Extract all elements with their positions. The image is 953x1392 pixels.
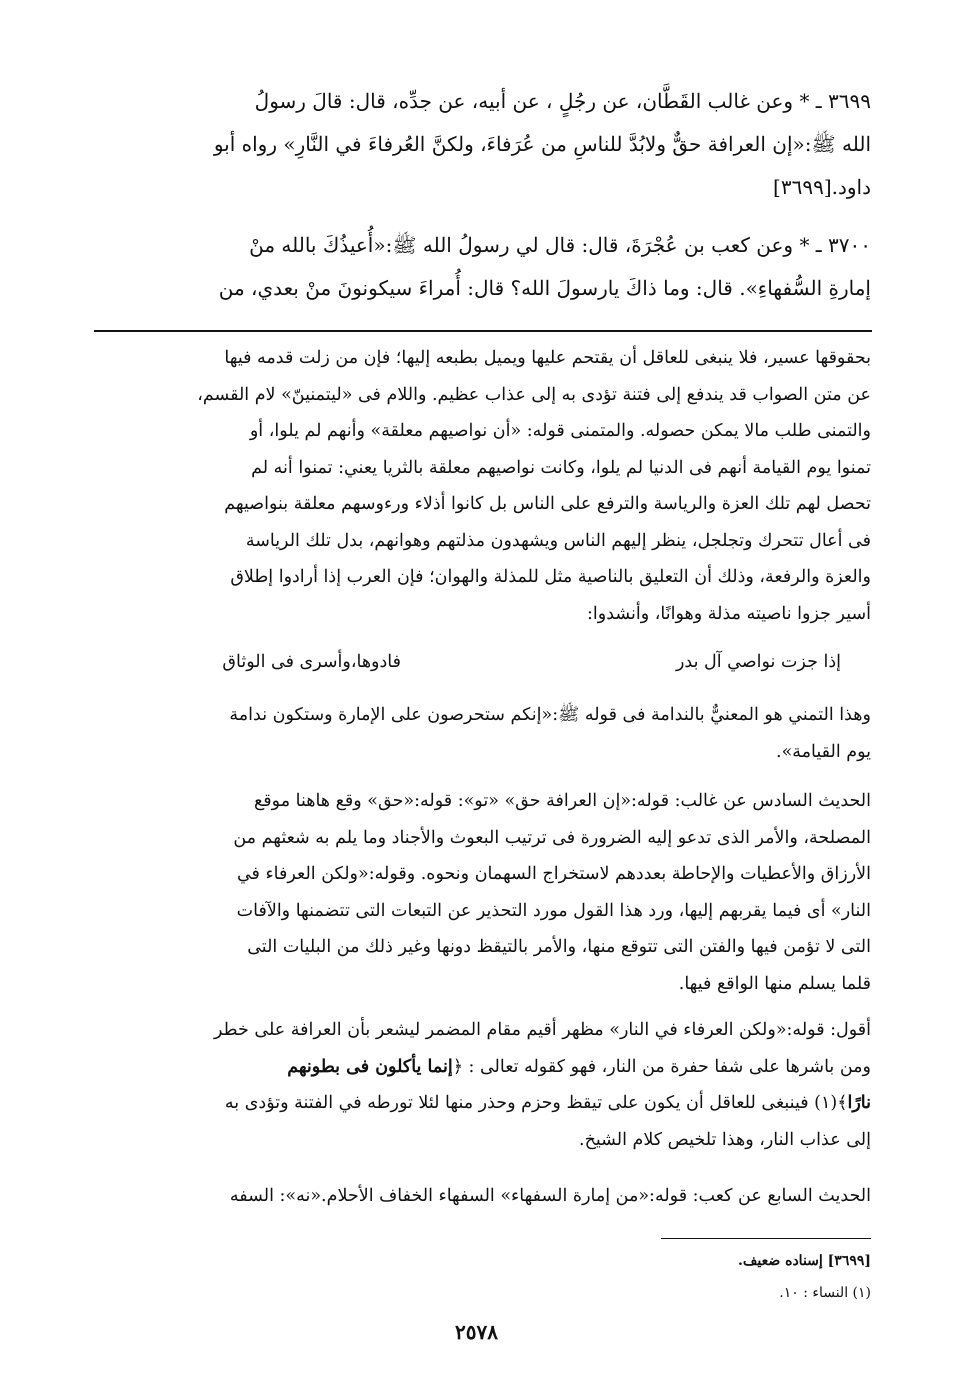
text-line: بحقوقها عسير، فلا ينبغى للعاقل أن يقتحم عليها ويميل بطبعه إليها؛ فإن من زلت قدمه فيها <box>224 348 871 368</box>
commentary-paragraph <box>81 697 871 770</box>
text-line: داود.[٣٦٩٩] <box>773 175 871 199</box>
text-line: قلما يسلم منها الواقع فيها. <box>678 973 871 994</box>
text-line: عن متن الصواب قد يندفع إلى فتنة تؤدى به إلى عذاب عظيم. واللام فى «ليتمنينّ» لام القسم، <box>197 384 871 405</box>
text-segment: ومن باشرها على شفا حفرة من النار، فهو كقوله تعالى : ﴿ <box>452 1056 871 1077</box>
text-line: ٣٧٠٠ ـ * وعن كعب بن عُجْرَةَ، قال: قال لي رسولُ الله ﷺ:«أُعيذُكَ بالله منْ <box>249 233 871 257</box>
page-number: ٢٥٧٨ <box>455 1320 498 1344</box>
text-line: وهذا التمني هو المعنيٌّ بالندامة فى قوله ﷺ:«إنكم ستحرصون على الإمارة وستكون ندامة <box>229 705 871 725</box>
text-segment: ﴾(١) فينبغى للعاقل أن يكون على تيقظ وحزم وحذر منها لئلا تورطه في الفتنة وتؤدى به <box>224 1093 848 1113</box>
commentary-paragraph <box>81 1178 871 1215</box>
text-line: النار» أى فيما يقربهم إليها، ورد هذا القول مورد التحذير عن التبعات التى تتضمنها والآفات <box>236 900 871 921</box>
text-line: فى أعال تتحرك وتجلجل، ينظر إليهم الناس ويشهدون مذلتهم وهوانهم، بدل تلك الرياسة <box>245 530 871 551</box>
poem-hemistich-second: فادوها،وأسرى فى الوثاق <box>222 652 401 672</box>
text-line: تمنوا يوم القيامة أنهم فى الدنيا لم يلوا، وكانت نواصيهم معلقة بالثريا يعني: تمنوا أنه لم <box>251 457 871 478</box>
footnote-divider <box>661 1238 871 1239</box>
quran-quote: نارًا <box>847 1093 871 1113</box>
text-line: إلى عذاب النار، وهذا تلخيص كلام الشيخ. <box>579 1129 871 1150</box>
poem-hemistich-first: إذا جزت نواصي آل بدر <box>675 652 841 672</box>
text-line: والعزة والرفعة، وذلك أن التعليق بالناصية مثل للمذلة والهوان؛ فإن العرب إذا أرادوا إطلاق <box>230 567 871 587</box>
text-line: الحديث السابع عن كعب: قوله:«من إمارة السفهاء» السفهاء الخفاف الأحلام.«نه»: السفه <box>229 1186 871 1206</box>
text-line: إمارةِ السُّفهاءِ». قال: وما ذاكَ يارسولَ الله؟ قال: أُمراءَ سيكونونَ منْ بعدي، من <box>218 276 871 300</box>
text-line: أقول: قوله:«ولكن العرفاء في النار» مظهر أقيم مقام المضمر ليشعر بأن العرافة على خطر <box>213 1020 871 1040</box>
text-line: تحصل لهم تلك العزة والرياسة والترفع على الناس بل كانوا أذلاء ورءوسهم معلقة بنواصيهم <box>224 494 871 514</box>
text-line: يوم القيامة». <box>776 741 871 762</box>
text-line: الله ﷺ:«إن العرافة حقٌّ ولابُدَّ للناسِ من عُرَفاءَ، ولكنَّ العُرفاءَ في النَّارِ» رواه أبو <box>213 132 871 156</box>
text-line: الحديث السادس عن غالب: قوله:«إن العرافة حق» «تو»: قوله:«حق» وقع هاهنا موقع <box>253 791 871 811</box>
text-line: والتمنى طلب مالا يمكن حصوله. والمتمنى قوله: «أن نواصيهم معلقة» وأنهم لم يلوا، أو <box>249 421 871 441</box>
quran-quote: إنما يأكلون فى بطونهم <box>287 1056 453 1077</box>
text-line <box>81 1085 871 1122</box>
footnote-grade: [٣٦٩٩] إسناده ضعيف. <box>738 1253 871 1269</box>
main-divider <box>94 330 872 332</box>
poem-verse <box>81 652 871 688</box>
text-line: ٣٦٩٩ ـ * وعن غالب القَطَّان، عن رجُلٍ ، عن أبيه، عن جدِّه، قال: قالَ رسولُ <box>254 89 871 113</box>
text-line: الأرزاق والأعطيات والإحاطة بعددهم لاستخراج السهمان ونحوه. وقوله:«ولكن العرفاء في <box>236 864 871 884</box>
hadith-3699 <box>81 80 871 209</box>
commentary-paragraph <box>81 783 871 1002</box>
text-line: المصلحة، والأمر الذى تدعو إليه الضرورة فى ترتيب البعوث والأجناد وما يلم به شعثهم من <box>233 827 871 848</box>
text-line <box>81 1049 871 1086</box>
text-line: التى لا تؤمن فيها والفتن التى تتوقع منها، والأمر بالتيقظ دونها وغير ذلك من البليات التى <box>247 937 871 957</box>
hadith-3700 <box>81 224 871 310</box>
commentary-paragraph <box>81 1012 871 1158</box>
footnote-reference: (١) النساء : ١٠. <box>779 1285 871 1301</box>
text-line: أسير جزوا ناصيته مذلة وهوانًا، وأنشدوا: <box>587 603 871 624</box>
commentary-paragraph <box>81 340 871 632</box>
